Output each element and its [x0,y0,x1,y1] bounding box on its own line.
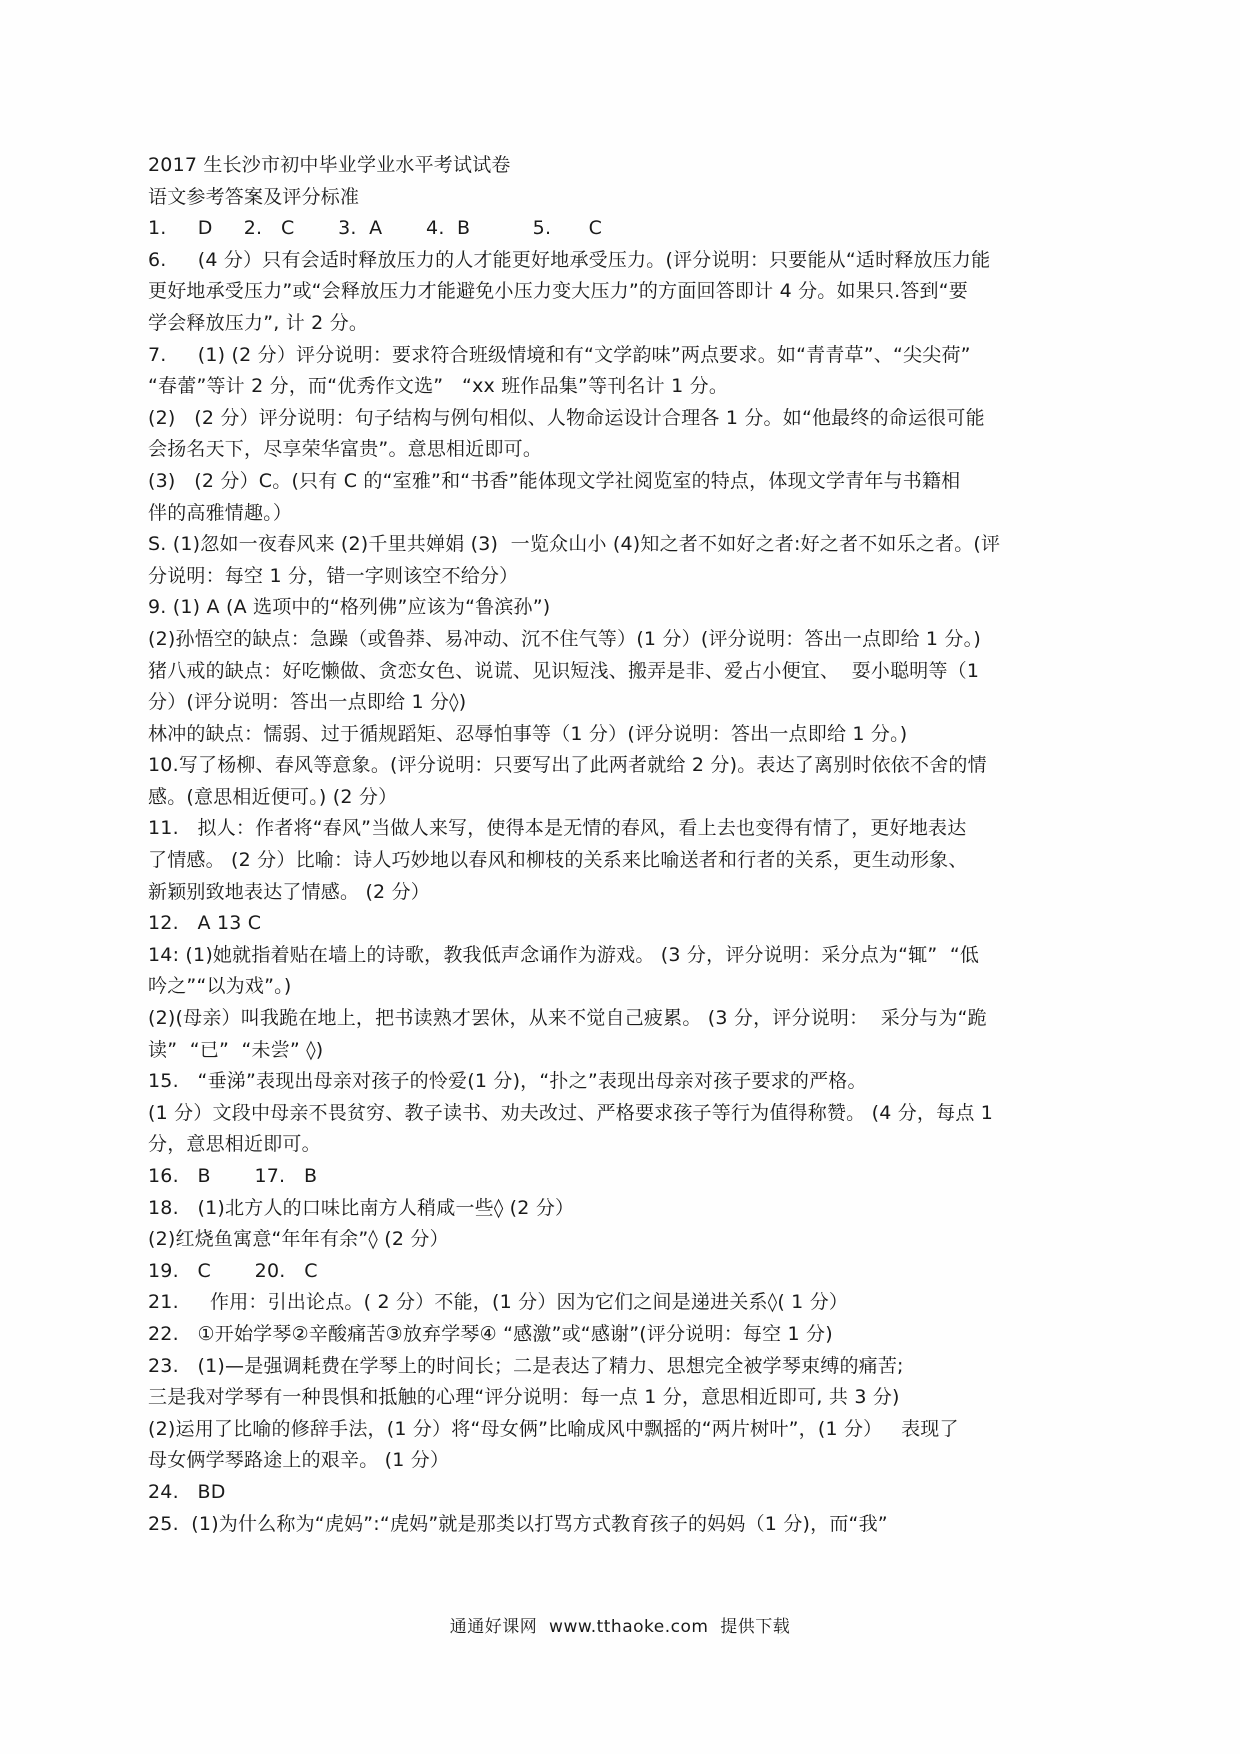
text-line: 1. D 2. C 3. A 4. B 5. C [148,217,603,240]
text-line: 7. (1) (2 分）评分说明：要求符合班级情境和有“文学韵味”两点要求。如“青青草”、“尖尖荷” [148,343,971,366]
text-line: 12. A 13 C [148,912,262,935]
text-line: 学会释放压力”, 计 2 分。 [148,311,369,334]
text-line: 感。(意思相近便可。) (2 分） [148,785,398,808]
text-line: 三是我对学琴有一种畏惧和抵触的心理“评分说明：每一点 1 分，意思相近即可, 共 3 分) [148,1386,900,1409]
text-line: 猪八戒的缺点：好吃懒做、贪恋女色、说谎、见识短浅、搬弄是非、爱占小便宜、 耍小聪明等（1 [148,659,980,682]
text-line: 15. “垂涕”表现出母亲对孩子的怜爱(1 分)，“扑之”表现出母亲对孩子要求的严格。 [148,1070,867,1093]
doc-title: 2017 生长沙市初中毕业学业水平考试试卷 [148,154,511,176]
text-line: 新颖别致地表达了情感。 (2 分） [148,880,430,903]
text-line: (2) (2 分）评分说明：句子结构与例句相似、人物命运设计合理各 1 分。如“他最终的命运很可能 [148,406,985,429]
text-line: 23. (1)—是强调耗费在学琴上的时间长；二是表达了精力、思想完全被学琴束缚的痛苦; [148,1354,904,1377]
text-line: 吟之”“以为戏”。) [148,975,292,998]
text-line: (2)红烧鱼寓意“年年有余”◊ (2 分） [148,1228,449,1251]
text-line: 24. BD [148,1480,226,1503]
text-line: 分说明：每空 1 分，错一字则该空不给分） [148,564,519,587]
doc-subtitle: 语文参考答案及评分标准 [148,185,360,208]
text-line: 21. 作用：引出论点。( 2 分）不能，(1 分）因为它们之间是递进关系◊( 1 分） [148,1291,849,1314]
text-line: 14: (1)她就指着贴在墙上的诗歌，教我低声念诵作为游戏。 (3 分，评分说明：采分点为“辄” “低 [148,943,980,966]
text-line: 了情感。 (2 分）比喻：诗人巧妙地以春风和柳枝的关系来比喻送者和行者的关系，更生动形象、 [148,849,968,872]
text-line: “春蕾”等计 2 分，而“优秀作文选” “xx 班作品集”等刊名计 1 分。 [148,375,729,398]
text-line: (2)运用了比喻的修辞手法，(1 分）将“母女俩”比喻成风中飘摇的“两片树叶”，(1 分） 表现了 [148,1417,959,1440]
text-line: (1 分）文段中母亲不畏贫穷、教子读书、劝夫改过、严格要求孩子等行为值得称赞。 (4 分，每点 1 [148,1101,994,1124]
text-line: 分，意思相近即可。 [148,1133,321,1156]
text-line: 分）(评分说明：答出一点即给 1 分◊) [148,691,467,714]
text-line: (2)孙悟空的缺点：急躁（或鲁莽、易冲动、沉不住气等）(1 分）(评分说明：答出一点即给 1 分。) [148,627,981,650]
text-line: 22. ①开始学琴②辛酸痛苦③放弃学琴④ “感激”或“感谢”(评分说明：每空 1 分) [148,1322,833,1345]
text-line: 会扬名天下，尽享荣华富贵”。意思相近即可。 [148,438,543,461]
text-line: 16. B 17. B [148,1165,318,1187]
answer-text-block [148,150,1093,1540]
text-line: 25. (1)为什么称为“虎妈”:“虎妈”就是那类以打骂方式教育孩子的妈妈（1 分)，而“我” [148,1512,888,1535]
text-line: 林冲的缺点：懦弱、过于循规蹈矩、忍辱怕事等（1 分）(评分说明：答出一点即给 1 分。) [148,722,908,745]
text-line: 11. 拟人：作者将“春风”当做人来写，使得本是无情的春风，看上去也变得有情了，更好地表达 [148,817,967,840]
text-line: 6. (4 分）只有会适时释放压力的人才能更好地承受压力。(评分说明：只要能从“适时释放压力能 [148,248,991,271]
text-line: 18. (1)北方人的口味比南方人稍咸一些◊ (2 分） [148,1196,575,1219]
text-line: 19. C 20. C [148,1259,318,1282]
text-line: 10.写了杨柳、春风等意象。(评分说明：只要写出了此两者就给 2 分)。表达了离别时依依不舍的情 [148,754,987,777]
text-line: 9. (1) A (A 选项中的“格列佛”应该为“鲁滨孙”) [148,596,551,619]
page-footer: 通通好课网 www.tthaoke.com 提供下载 [449,1617,791,1637]
text-line: 更好地承受压力”或“会释放压力才能避免小压力变大压力”的方面回答即计 4 分。如果只.答到“要 [148,280,968,303]
text-line: 伴的高雅情趣。） [148,501,293,524]
text-line: 母女俩学琴路途上的艰辛。 (1 分） [148,1449,450,1472]
text-line: (2)(母亲）叫我跪在地上，把书读熟才罢休，从来不觉自己疲累。 (3 分，评分说明： 采分与为“跪 [148,1007,987,1030]
text-line: S. (1)忽如一夜春风来 (2)千里共婵娟 (3) 一览众山小 (4)知之者不如好之者:好之者不如乐之者。(评 [148,533,1001,556]
text-line: (3) (2 分）C。(只有 C 的“室雅”和“书香”能体现文学社阅览室的特点，体现文学青年与书籍相 [148,469,961,492]
text-line: 读” “已” “未尝” ◊) [148,1038,324,1061]
